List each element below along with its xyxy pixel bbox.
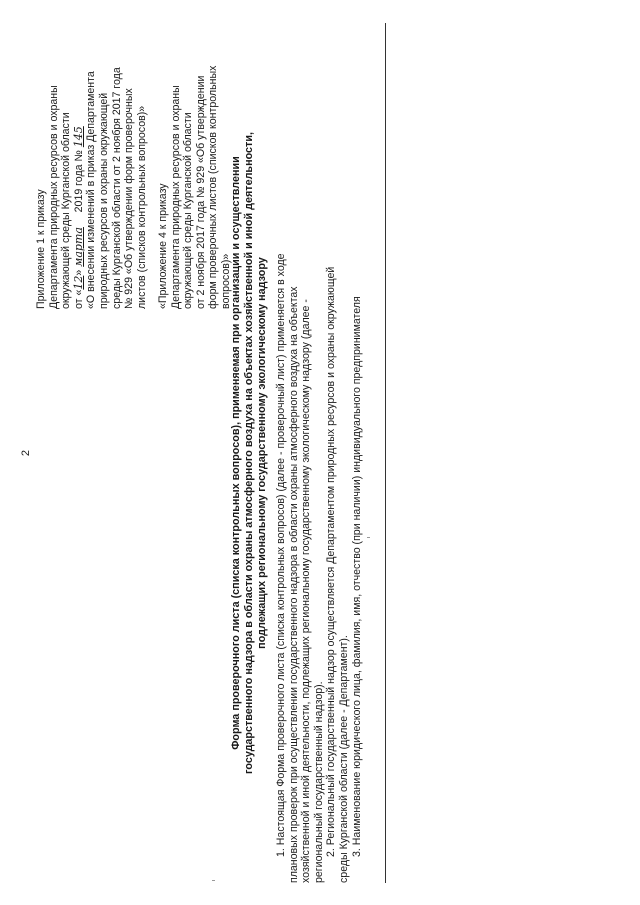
date-mid: »	[72, 269, 85, 276]
appendix-4-line: вопросов)»	[219, 253, 232, 309]
paragraph-2-line: среды Курганской области (далее - Департамент).	[337, 635, 350, 883]
appendix-1-line: листов (списков контрольных вопросов)»	[135, 105, 148, 309]
appendix-1-line: Приложение 1 к приказу	[35, 189, 47, 309]
paragraph-2-line: 2. Региональный государственный надзор осуществляется Департаментом природных ресурсов и охраны окружающей	[325, 266, 338, 857]
appendix-4-line: Департамента природных ресурсов и охраны	[169, 85, 182, 309]
scan-speck	[212, 880, 215, 881]
appendix-4-line: «Приложение 4 к приказу	[157, 183, 169, 309]
appendix-1-line: среды Курганской области от 2 ноября 2017 года	[110, 67, 123, 309]
appendix-1-line: Департамента природных ресурсов и охраны	[47, 85, 60, 309]
title-line: подлежащих региональному государственному экологическому надзору	[256, 257, 268, 649]
appendix-1-block	[35, 19, 148, 309]
paragraph-1-line: плановых проверок при осуществлении государственного надзора в области охраны атмосферного воздуха на объектах	[287, 286, 300, 883]
title-line: государственного надзора в области охраны атмосферного воздуха на объектах хозяйственной и иной деятельности,	[243, 132, 255, 774]
date-year: 2019 года №	[72, 150, 85, 213]
appendix-4-line: окружающей среды Курганской области	[182, 112, 195, 309]
appendix-1-line: № 929 «Об утверждении форм проверочных	[123, 88, 136, 309]
appendix-4-block	[157, 19, 233, 309]
rotated-page-content	[20, 13, 620, 893]
appendix-4-line: форм проверочных листов (списков контрольных	[207, 65, 220, 309]
appendix-1-date-line	[73, 19, 86, 309]
form-title	[230, 13, 269, 893]
title-line: Форма проверочного листа (списка контрольных вопросов), применяемая при организации и осуществлении	[230, 156, 242, 750]
paragraph-3-line: 3. Наименование юридического лица, фамилия, имя, отчество (при наличии) индивидуального предпринимателя	[350, 296, 363, 857]
appendix-4-line: от 2 ноября 2017 года № 929 «Об утверждении	[194, 75, 207, 309]
scan-speck	[367, 537, 370, 538]
page-number: 2	[20, 449, 32, 457]
paragraph-1-line: региональный государственный надзор).	[312, 681, 325, 883]
bottom-divider	[385, 23, 386, 883]
date-prefix: от «	[72, 289, 85, 309]
appendix-1-line: окружающей среды Курганской области	[60, 112, 73, 309]
paragraph-1-line: 1. Настоящая Форма проверочного листа (списка контрольных вопросов) (далее - проверочный лист) применяется в ходе	[275, 253, 287, 857]
form-body	[275, 23, 363, 883]
appendix-1-line: «О внесении изменений в приказ Департамента	[85, 71, 98, 309]
handwritten-month: марта	[71, 227, 85, 267]
handwritten-day: 12	[71, 275, 85, 290]
appendix-1-line: природных ресурсов и охраны окружающей	[97, 92, 110, 309]
handwritten-number: 145	[71, 126, 85, 148]
paragraph-1-line: хозяйственной и иной деятельности, подлежащих региональному государственному экологическому надзору (далее -	[300, 299, 313, 883]
